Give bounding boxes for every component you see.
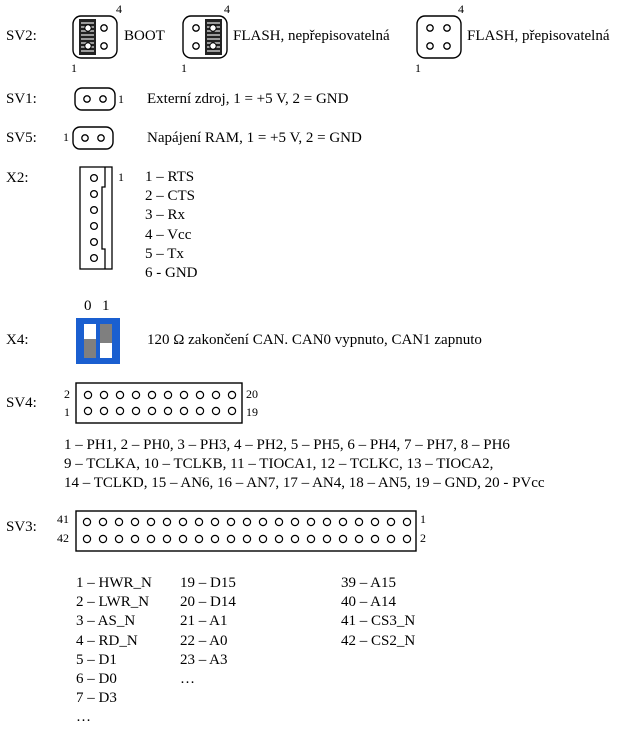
sv3-pin-item: … <box>76 709 91 726</box>
sv3-pin <box>275 518 282 525</box>
x2-pin-item: 5 – Tx <box>145 245 184 262</box>
sv3-pin-item: 41 – CS3_N <box>341 613 416 630</box>
sv2-flash-rw-text: FLASH, přepisovatelná <box>467 28 610 44</box>
sv3-pin <box>227 535 234 542</box>
sv2-boot-pin1: 1 <box>71 61 77 75</box>
sv3-pin <box>307 535 314 542</box>
sv3-pin <box>243 518 250 525</box>
sv4-pin <box>148 391 155 398</box>
sv3-pin <box>179 518 186 525</box>
sv2-flash-ro-pin1: 1 <box>181 61 187 75</box>
sv3-pin <box>211 518 218 525</box>
sv3-pin <box>195 535 202 542</box>
sv3-pin-41: 41 <box>57 512 69 526</box>
sv4-pin <box>84 391 91 398</box>
sv3-pin <box>147 518 154 525</box>
sv1-text: Externí zdroj, 1 = +5 V, 2 = GND <box>147 91 349 107</box>
sv3-pin-item: 22 – A0 <box>180 632 228 649</box>
sv4-label: SV4: <box>6 395 37 411</box>
sv3-pin <box>387 518 394 525</box>
sv1-pin1: 1 <box>118 92 124 106</box>
x4-switch-label-1: 1 <box>102 298 110 314</box>
sv3-pin <box>323 518 330 525</box>
sv4-pin-20: 20 <box>246 387 258 401</box>
sv3-pin-2: 2 <box>420 531 426 545</box>
sv3-pin-item: 23 – A3 <box>180 651 228 668</box>
sv3-pin <box>275 535 282 542</box>
sv3-pin-item: 3 – AS_N <box>76 613 136 630</box>
sv4-desc-line: 1 – PH1, 2 – PH0, 3 – PH3, 4 – PH2, 5 – PH5, 6 – PH4, 7 – PH7, 8 – PH6 <box>64 437 510 453</box>
sv4-desc-line: 14 – TCLKD, 15 – AN6, 16 – AN7, 17 – AN4, 18 – AN5, 19 – GND, 20 - PVcc <box>64 475 545 491</box>
sv4-pin <box>84 407 91 414</box>
x2-pin-item: 2 – CTS <box>145 188 196 205</box>
sv3-pin <box>323 535 330 542</box>
x2-connector <box>80 167 112 269</box>
sv2-flash-ro-text: FLASH, nepřepisovatelná <box>233 28 390 44</box>
sv3-pin-item: 5 – D1 <box>76 651 117 668</box>
sv3-pin <box>339 518 346 525</box>
x2-label: X2: <box>6 170 29 186</box>
sv3-pin-42: 42 <box>57 531 69 545</box>
sv4-pin <box>196 407 203 414</box>
sv3-header <box>76 511 416 551</box>
x2-pin-item: 1 – RTS <box>145 169 195 185</box>
sv3-pin <box>243 535 250 542</box>
sv5-label: SV5: <box>6 130 37 146</box>
sv4-pin-19: 19 <box>246 405 258 419</box>
sv3-pin <box>163 518 170 525</box>
sv3-pin-item: 21 – A1 <box>180 613 228 630</box>
sv3-pin <box>371 518 378 525</box>
sv2-boot-jumper <box>73 16 117 58</box>
sv3-pin-item: 1 – HWR_N <box>76 575 152 591</box>
sv3-pin <box>195 518 202 525</box>
sv3-pin-item: 20 – D14 <box>180 594 236 611</box>
sv3-pin <box>147 535 154 542</box>
sv2-boot-text: BOOT <box>124 28 165 44</box>
sv4-pin <box>100 407 107 414</box>
x2-pin-item: 3 – Rx <box>145 207 186 224</box>
sv3-pin <box>211 535 218 542</box>
sv3-pin <box>115 535 122 542</box>
sv3-pin <box>131 535 138 542</box>
sv4-pin <box>100 391 107 398</box>
sv4-pin <box>132 391 139 398</box>
sv3-pin <box>259 535 266 542</box>
sv4-pin <box>212 391 219 398</box>
sv4-pin <box>132 407 139 414</box>
sv3-pin-item: … <box>180 671 195 688</box>
sv3-pin <box>355 518 362 525</box>
sv3-label: SV3: <box>6 519 37 535</box>
sv4-pin <box>148 407 155 414</box>
sv3-pin <box>291 518 298 525</box>
sv3-pin <box>131 518 138 525</box>
sv1-label: SV1: <box>6 91 37 107</box>
sv4-pin <box>228 407 235 414</box>
sv3-pin-1: 1 <box>420 512 426 526</box>
x4-label: X4: <box>6 332 29 348</box>
sv3-pin <box>179 535 186 542</box>
x2-pin-item: 6 - GND <box>145 265 198 282</box>
sv2-label: SV2: <box>6 28 37 44</box>
sv2-flash-rw-jumper <box>417 16 461 58</box>
sv4-pin-2: 2 <box>64 387 70 401</box>
sv3-pin <box>355 535 362 542</box>
sv2-flash-ro-pin4: 4 <box>224 2 230 16</box>
sv5-connector <box>73 127 113 149</box>
x2-pin1: 1 <box>118 170 124 184</box>
sv1-connector <box>75 88 115 110</box>
sv4-pin <box>164 391 171 398</box>
sv4-pin-1: 1 <box>64 405 70 419</box>
sv4-pin <box>180 407 187 414</box>
sv3-pin <box>307 518 314 525</box>
x4-switch-label-0: 0 <box>84 298 92 314</box>
sv2-flash-ro-jumper <box>183 16 227 58</box>
sv3-pin <box>387 535 394 542</box>
sv3-pin <box>259 518 266 525</box>
sv4-header <box>76 383 242 423</box>
sv3-pin <box>83 535 90 542</box>
sv4-pin <box>212 407 219 414</box>
sv3-pin <box>227 518 234 525</box>
sv5-pin1: 1 <box>63 130 69 144</box>
sv3-pin-item: 19 – D15 <box>180 575 236 591</box>
sv3-pin-item: 40 – A14 <box>341 594 397 611</box>
sv3-pin <box>83 518 90 525</box>
sv3-pin <box>115 518 122 525</box>
sv4-pin <box>196 391 203 398</box>
sv3-pin <box>371 535 378 542</box>
sv3-pin <box>99 535 106 542</box>
sv3-pin <box>403 535 410 542</box>
x4-dip-switch <box>76 318 120 364</box>
sv3-pin-item: 4 – RD_N <box>76 632 138 649</box>
sv3-pin-item: 42 – CS2_N <box>341 632 416 649</box>
sv4-desc-line: 9 – TCLKA, 10 – TCLKB, 11 – TIOCA1, 12 – TCLKC, 13 – TIOCA2, <box>64 456 494 472</box>
sv3-pin <box>403 518 410 525</box>
sv3-pin <box>99 518 106 525</box>
sv2-flash-rw-pin4: 4 <box>458 2 464 16</box>
sv4-pin <box>228 391 235 398</box>
sv2-flash-rw-pin1: 1 <box>415 61 421 75</box>
sv3-pin-item: 2 – LWR_N <box>76 594 150 611</box>
sv3-pin <box>163 535 170 542</box>
sv3-pin-item: 39 – A15 <box>341 575 397 591</box>
sv3-pin-item: 7 – D3 <box>76 690 117 707</box>
sv4-pin <box>116 391 123 398</box>
sv3-pin <box>291 535 298 542</box>
sv2-boot-pin4: 4 <box>116 2 122 16</box>
sv5-text: Napájení RAM, 1 = +5 V, 2 = GND <box>147 130 362 146</box>
sv3-pin <box>339 535 346 542</box>
x2-pin-item: 4 – Vcc <box>145 226 192 243</box>
sv4-pin <box>164 407 171 414</box>
x4-text: 120 Ω zakončení CAN. CAN0 vypnuto, CAN1 zapnuto <box>147 332 482 348</box>
sv3-pin-item: 6 – D0 <box>76 671 117 688</box>
sv4-pin <box>116 407 123 414</box>
sv4-pin <box>180 391 187 398</box>
